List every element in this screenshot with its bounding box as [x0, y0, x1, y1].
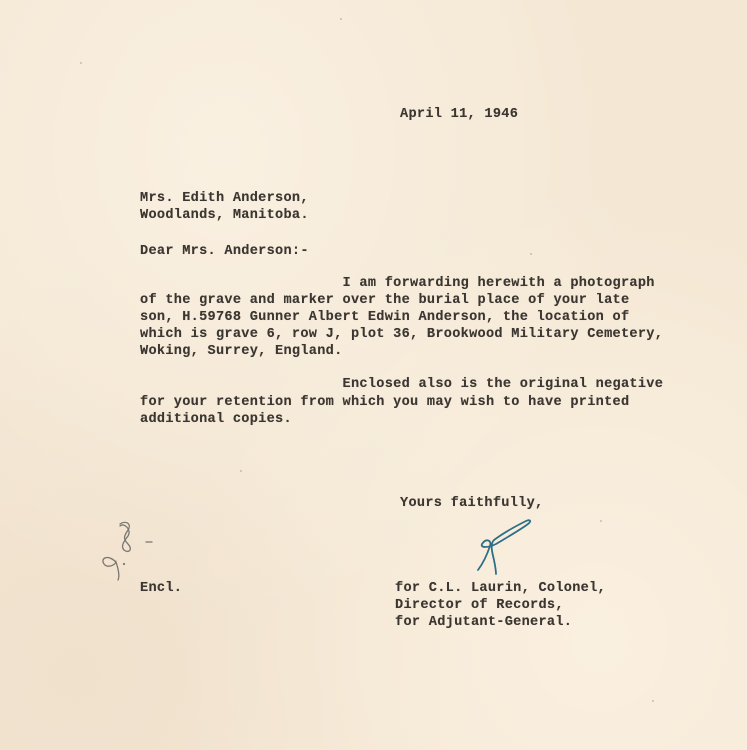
signature-block-line: for Adjutant-General.	[395, 615, 573, 630]
closing: Yours faithfully,	[400, 496, 544, 511]
paragraph-line: additional copies.	[140, 412, 292, 427]
paper-speck	[80, 62, 82, 64]
paper-speck	[600, 520, 602, 522]
paragraph-line: Enclosed also is the original negative	[140, 377, 664, 392]
paragraph-line: son, H.59768 Gunner Albert Edwin Anderson, the location of	[140, 310, 630, 325]
recipient-address: Woodlands, Manitoba.	[140, 208, 309, 223]
signature-block-line: for C.L. Laurin, Colonel,	[395, 581, 606, 596]
paragraph-line: of the grave and marker over the burial place of your late	[140, 293, 630, 308]
salutation: Dear Mrs. Anderson:-	[140, 244, 309, 259]
enclosure-note: Encl.	[140, 581, 183, 596]
recipient-name: Mrs. Edith Anderson,	[140, 191, 309, 206]
paper-speck	[240, 470, 242, 472]
paper-speck	[340, 18, 342, 20]
paper-speck	[530, 253, 532, 255]
paragraph-line: Woking, Surrey, England.	[140, 344, 343, 359]
paragraph-line: for your retention from which you may wish to have printed	[140, 395, 630, 410]
letter-date: April 11, 1946	[400, 107, 519, 122]
pencil-note-icon	[98, 518, 168, 584]
signature-block-line: Director of Records,	[395, 598, 564, 613]
signature-icon	[470, 518, 540, 578]
paragraph-line: which is grave 6, row J, plot 36, Brookwood Military Cemetery,	[140, 327, 664, 342]
paper-speck	[652, 700, 654, 702]
paragraph-line: I am forwarding herewith a photograph	[140, 276, 655, 291]
